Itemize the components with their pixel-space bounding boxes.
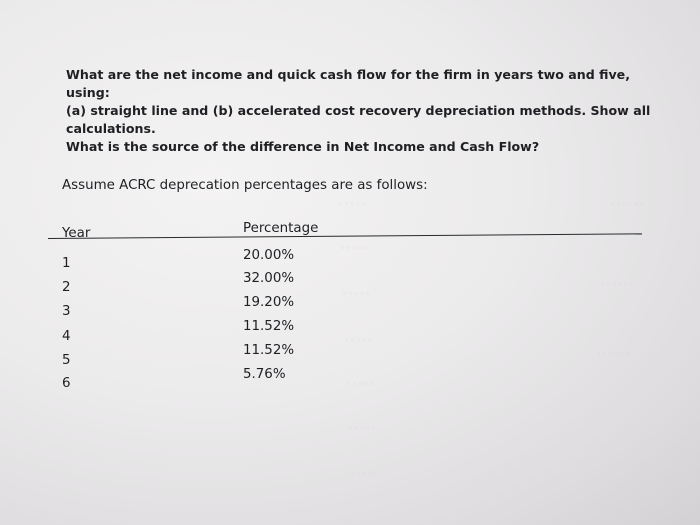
table-row-percentage: 32.00% — [243, 271, 295, 286]
question-line-5: What is the source of the difference in Net Income and Cash Flow? — [66, 139, 540, 154]
percentage-column-header: Percentage — [243, 221, 319, 236]
table-row-percentage: 20.00% — [243, 248, 295, 263]
bleed-through-mark: ◦◦◦◦◦ — [340, 244, 370, 254]
question-block — [66, 66, 651, 156]
question-line-3: (a) straight line and (b) accelerated cost recovery depreciation methods. Show all — [66, 103, 651, 118]
table-row-year: 6 — [62, 376, 71, 391]
bleed-through-mark: ◦◦◦◦◦◦ — [600, 280, 635, 290]
bleed-through-mark: ◦◦◦◦◦ — [348, 425, 378, 435]
year-column-header: Year — [62, 226, 91, 241]
table-row-year: 2 — [62, 280, 71, 295]
table-row-percentage: 19.20% — [243, 295, 295, 310]
bleed-through-mark: ◦◦◦◦◦ — [344, 336, 374, 346]
table-row-year: 4 — [62, 329, 71, 344]
question-line-4: calculations. — [66, 121, 156, 136]
table-row-year: 5 — [62, 353, 71, 368]
question-line-1: What are the net income and quick cash flow for the firm in years two and five, — [66, 67, 630, 82]
bleed-through-mark: ◦◦◦◦◦◦ — [610, 200, 645, 210]
question-line-2: using: — [66, 85, 110, 100]
bleed-through-mark: ◦◦◦◦◦ — [346, 380, 376, 390]
table-row-year: 3 — [62, 304, 71, 319]
bleed-through-mark: ◦◦◦◦◦ — [342, 290, 372, 300]
bleed-through-mark: ◦◦◦◦◦ — [338, 200, 368, 210]
bleed-through-mark: ◦◦◦◦◦◦ — [596, 350, 631, 360]
table-row-percentage: 11.52% — [243, 319, 295, 334]
table-row-percentage: 5.76% — [243, 367, 286, 382]
table-row-year: 1 — [62, 256, 71, 271]
table-row-percentage: 11.52% — [243, 343, 295, 358]
assumption-text: Assume ACRC deprecation percentages are as follows: — [62, 178, 428, 193]
bleed-through-mark: ◦◦◦◦◦ — [350, 470, 380, 480]
